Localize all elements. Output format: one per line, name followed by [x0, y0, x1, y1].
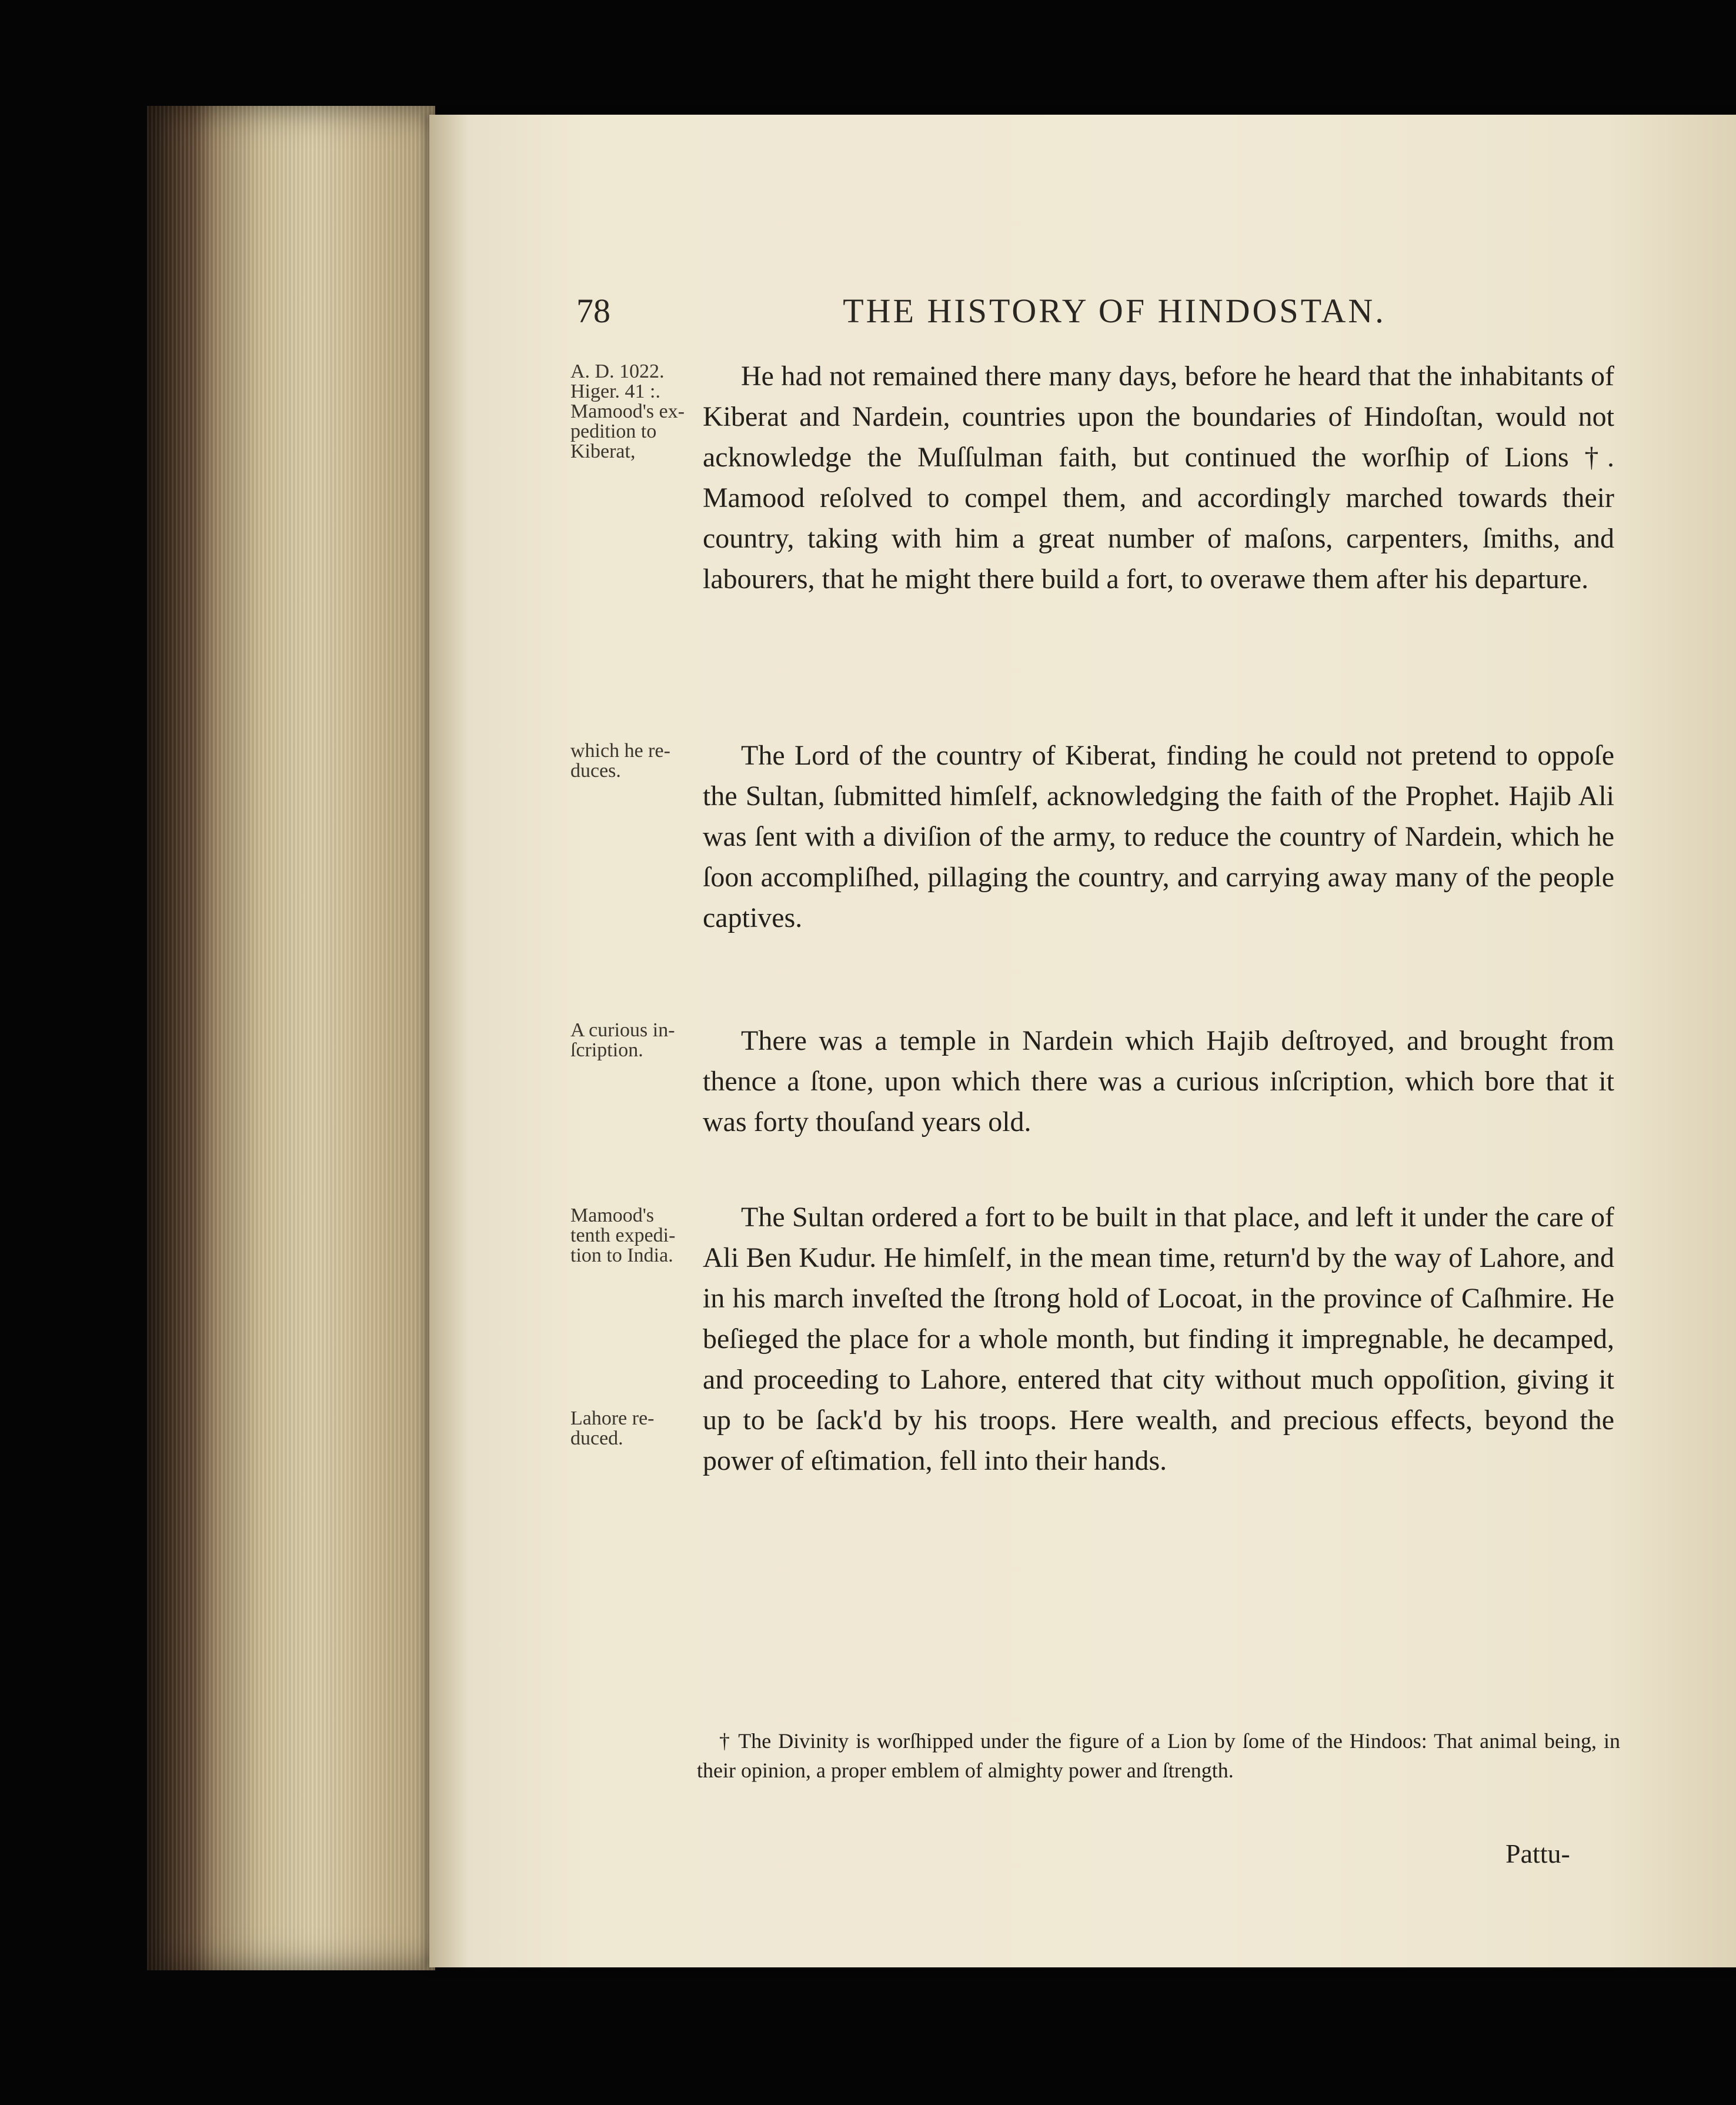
margin-note-line: A. D. 1022.	[570, 361, 665, 382]
margin-note-line: tion to India.	[570, 1245, 673, 1266]
margin-note-kiberat	[570, 362, 712, 462]
catchword: Pattu-	[1505, 1839, 1570, 1869]
margin-note-line: Kiberat,	[570, 441, 636, 462]
margin-note-line: Higer. 41 :.	[570, 381, 660, 402]
margin-note-line: tenth expedi-	[570, 1225, 676, 1246]
margin-note-line: duced.	[570, 1427, 623, 1449]
paragraph-1: He had not remained there many days, before he heard that the inhabitants of Kiberat and Nardein, countries upon the boundaries of Hindoſtan, would not acknowledge the Muſſulman faith, but continued the worſhip of Lions †. Mamood reſolved to compel them, and accordingly marched towards their country, taking with him a great number of maſons, carpenters, ſmiths, and labourers, that he might there build a fort, to overawe them after his departure.	[703, 361, 1614, 595]
margin-note-line: pedition to	[570, 421, 657, 442]
page-number: 78	[576, 292, 610, 330]
margin-note-lahore	[570, 1409, 712, 1449]
margin-note-tenth-expedition	[570, 1206, 712, 1266]
running-head: THE HISTORY OF HINDOSTAN.	[843, 292, 1386, 330]
margin-note-line: Lahore re-	[570, 1407, 655, 1429]
book-page	[429, 115, 1736, 1967]
footnote: † The Divinity is worſhipped under the figure of a Lion by ſome of the Hindoos: That animal being, in their opinion, a proper emblem of almighty power and ſtrength.	[697, 1729, 1620, 1782]
paragraph-2: The Lord of the country of Kiberat, finding he could not pretend to oppoſe the Sultan, ſubmitted himſelf, acknowledging the faith of the Prophet. Hajib Ali was ſent with a diviſion of the army, to reduce the country of Nardein, which he ſoon accompliſhed, pillaging the country, and carrying away many of the people captives.	[703, 740, 1614, 933]
margin-note-line: which he re-	[570, 740, 670, 762]
margin-note-line: duces.	[570, 760, 621, 782]
margin-note-line: Mamood's ex-	[570, 401, 685, 422]
margin-note-line: Mamood's	[570, 1205, 655, 1226]
book-page-edges	[147, 106, 435, 1970]
page-header	[576, 291, 1652, 344]
margin-note-line: A curious in-	[570, 1019, 675, 1041]
margin-note-inscription	[570, 1020, 712, 1060]
margin-note-line: ſcription.	[570, 1039, 643, 1061]
margin-note-reduces	[570, 741, 712, 781]
paragraph-3: There was a temple in Nardein which Hajib deſtroyed, and brought from thence a ſtone, upon which there was a curious inſcription, which bore that it was forty thouſand years old.	[703, 1025, 1614, 1137]
paragraph-4: The Sultan ordered a fort to be built in that place, and left it under the care of Ali Ben Kudur. He himſelf, in the mean time, return'd by the way of Lahore, and in his march inveſted the ſtrong hold of Locoat, in the province of Caſhmire. He beſieged the place for a whole month, but finding it impregnable, he decamped, and proceeding to Lahore, entered that city without much oppoſition, giving it up to be ſack'd by his troops. Here wealth, and precious effects, beyond the power of eſtimation, fell into their hands.	[703, 1202, 1614, 1476]
